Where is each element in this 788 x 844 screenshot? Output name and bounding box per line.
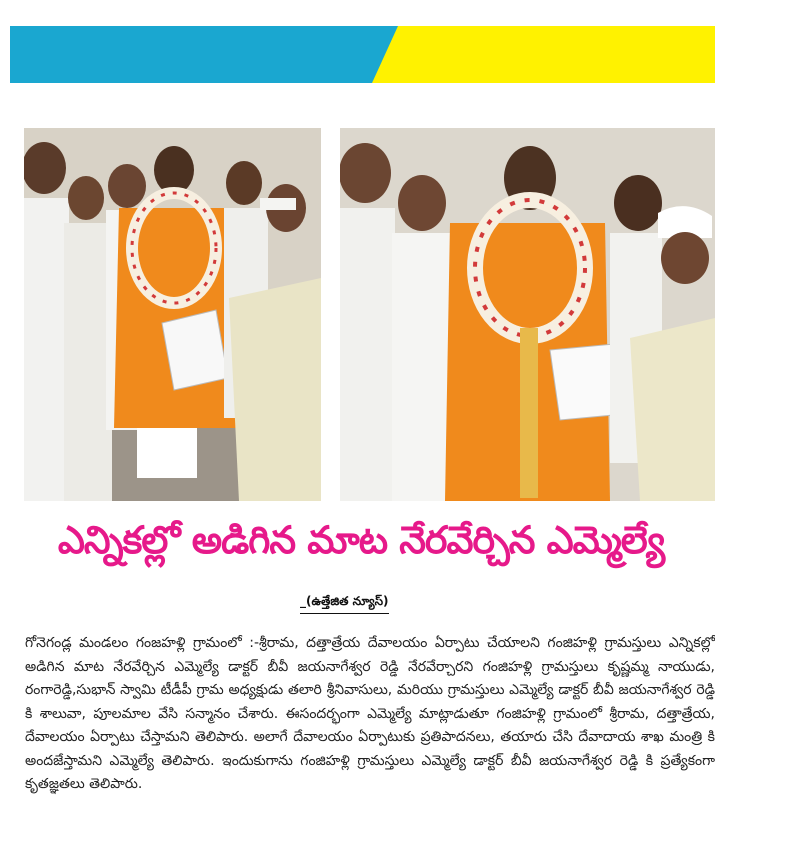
headline: ఎన్నికల్లో అడిగిన మాట నేరవేర్చిన ఎమ్మెల్యే — [57, 518, 665, 562]
banner-graphic — [10, 26, 715, 83]
banner-blue-band — [10, 26, 398, 83]
news-photo-left — [24, 128, 321, 501]
news-photo-right — [340, 128, 715, 501]
photo-left-image — [24, 128, 321, 501]
article-body: గోనెగండ్ల మండలం గంజహళ్లి గ్రామంలో :-శ్రీరామ, దత్తాత్రేయ దేవాలయం ఏర్పాటు చేయాలని గంజిహళ్లి గ్రామస్తులు ఎన్నికల్లో అడిగిన మాట నేరవేర్చిన ఎమ్మెల్యే డాక్టర్ బీవీ జయనాగేశ్వర రెడ్డి నేరవేర్చారని గంజిహళ్లి గ్రామస్తులు కృష్ణమ్మ నాయుడు, రంగారెడ్డి,సుభాన్ స్వామి టీడీపీ గ్రామ అధ్యక్షుడు తలారి శ్రీనివాసులు, మరియు గ్రామస్తులు ఎమ్మెల్యే డాక్టర్ బీవీ జయనాగేశ్వర రెడ్డి కి శాలువా, పూలమాల వేసి సన్మానం చేశారు. ఈసందర్భంగా ఎమ్మెల్యే మాట్లాడుతూ గంజిహళ్లి గ్రామంలో శ్రీరామ, దత్తాత్రేయ, దేవాలయం ఏర్పాటు చేస్తామని తెలిపారు. అలాగే దేవాలయం ఏర్పాటుకు ప్రతిపాదనలు, తయారు చేసి దేవాదాయ శాఖ మంత్రి కి అందజేస్తామని ఎమ్మెల్యే తెలిపారు. ఇందుకుగాను గంజిహళ్లి గ్రామస్తులు ఎమ్మెల్యే డాక్టర్ బీవీ జయనాగేశ్వర రెడ్డి కి ప్రత్యేకంగా కృతజ్ఞతలు తెలిపారు. — [25, 635, 715, 792]
byline: _(ఉత్తేజిత న్యూస్) — [300, 594, 389, 614]
photo-right-image — [340, 128, 715, 501]
header-banner — [10, 26, 715, 83]
